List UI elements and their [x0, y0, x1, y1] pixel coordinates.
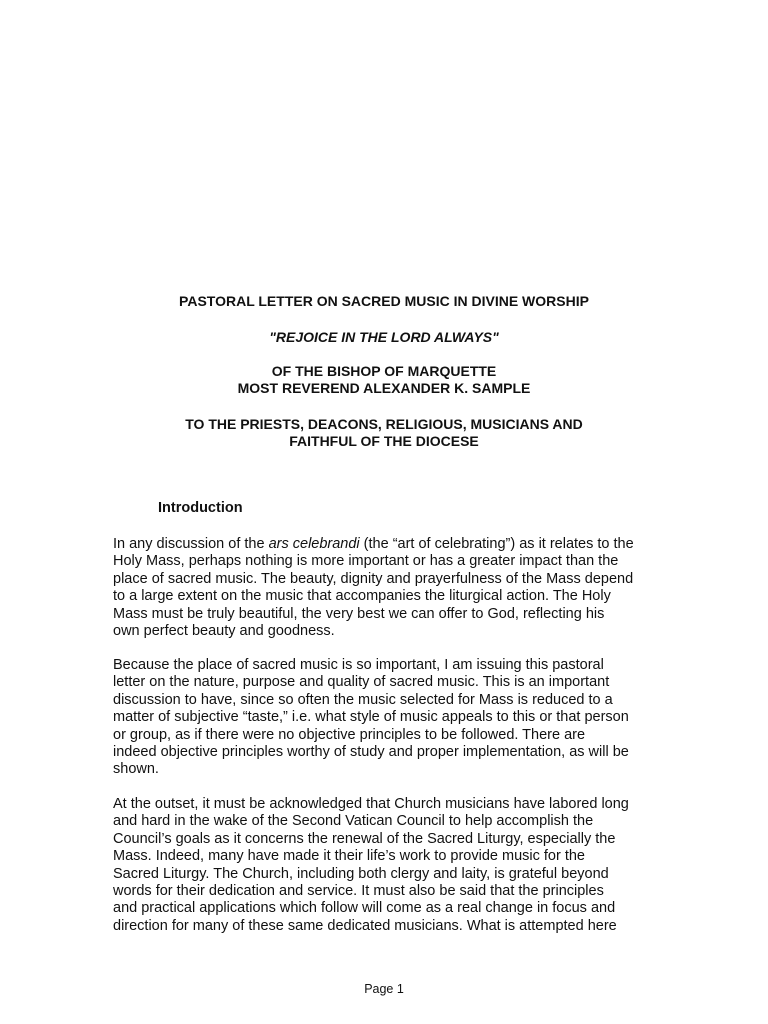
document-subtitle: "REJOICE IN THE LORD ALWAYS" — [269, 329, 499, 345]
paragraph-line: shown. — [113, 761, 159, 778]
paragraph-line: letter on the nature, purpose and quality of sacred music. This is an important — [113, 674, 610, 691]
document-title: PASTORAL LETTER ON SACRED MUSIC IN DIVINE WORSHIP — [179, 293, 589, 309]
paragraph-line: Because the place of sacred music is so important, I am issuing this pastoral — [113, 657, 604, 673]
paragraph-line: indeed objective principles worthy of study and proper implementation, as will be — [113, 744, 629, 761]
paragraph-line — [113, 536, 673, 553]
paragraph-line: or group, as if there were no objective principles to be followed. There are — [113, 726, 586, 743]
audience-line-1: TO THE PRIESTS, DEACONS, RELIGIOUS, MUSICIANS AND — [185, 416, 583, 432]
paragraph-line: discussion to have, since so often the music selected for Mass is reduced to a — [113, 691, 613, 708]
paragraph-line: to a large extent on the music that accompanies the liturgical action. The Holy — [113, 588, 611, 605]
author-line-2: MOST REVEREND ALEXANDER K. SAMPLE — [237, 380, 531, 396]
paragraph-line: own perfect beauty and goodness. — [113, 623, 335, 640]
paragraph-line: Holy Mass, perhaps nothing is more important or has a greater impact than the — [113, 553, 619, 570]
paragraph-line: and hard in the wake of the Second Vatican Council to help accomplish the — [113, 813, 594, 830]
paragraph-line: matter of subjective “taste,” i.e. what style of music appeals to this or that person — [113, 709, 629, 726]
text-run: In any discussion of the — [113, 536, 269, 552]
audience-line-2: FAITHFUL OF THE DIOCESE — [289, 433, 479, 449]
author-line-1: OF THE BISHOP OF MARQUETTE — [271, 363, 497, 379]
page-number: Page 1 — [364, 982, 404, 996]
italic-term: ars celebrandi — [268, 536, 360, 552]
paragraph-line: At the outset, it must be acknowledged that Church musicians have labored long — [113, 796, 629, 812]
paragraph-line: Mass must be truly beautiful, the very best we can offer to God, reflecting his — [113, 605, 605, 622]
paragraph-line: Council’s goals as it concerns the renewal of the Sacred Liturgy, especially the — [113, 830, 616, 847]
paragraph-2 — [113, 657, 673, 779]
paragraph-line: place of sacred music. The beauty, dignity and prayerfulness of the Mass depend — [113, 570, 634, 587]
paragraph-1 — [113, 536, 673, 640]
paragraph-line: Sacred Liturgy. The Church, including both clergy and laity, is grateful beyond — [113, 865, 609, 882]
section-heading: Introduction — [158, 500, 243, 516]
paragraph-line: words for their dedication and service. It must also be said that the principles — [113, 883, 604, 900]
paragraph-line: Mass. Indeed, many have made it their life’s work to provide music for the — [113, 848, 586, 865]
text-run: (the “art of celebrating”) as it relates to the — [359, 536, 634, 552]
paragraph-line: direction for many of these same dedicated musicians. What is attempted here — [113, 917, 617, 934]
paragraph-3 — [113, 796, 673, 935]
paragraph-line: and practical applications which follow will come as a real change in focus and — [113, 900, 616, 917]
